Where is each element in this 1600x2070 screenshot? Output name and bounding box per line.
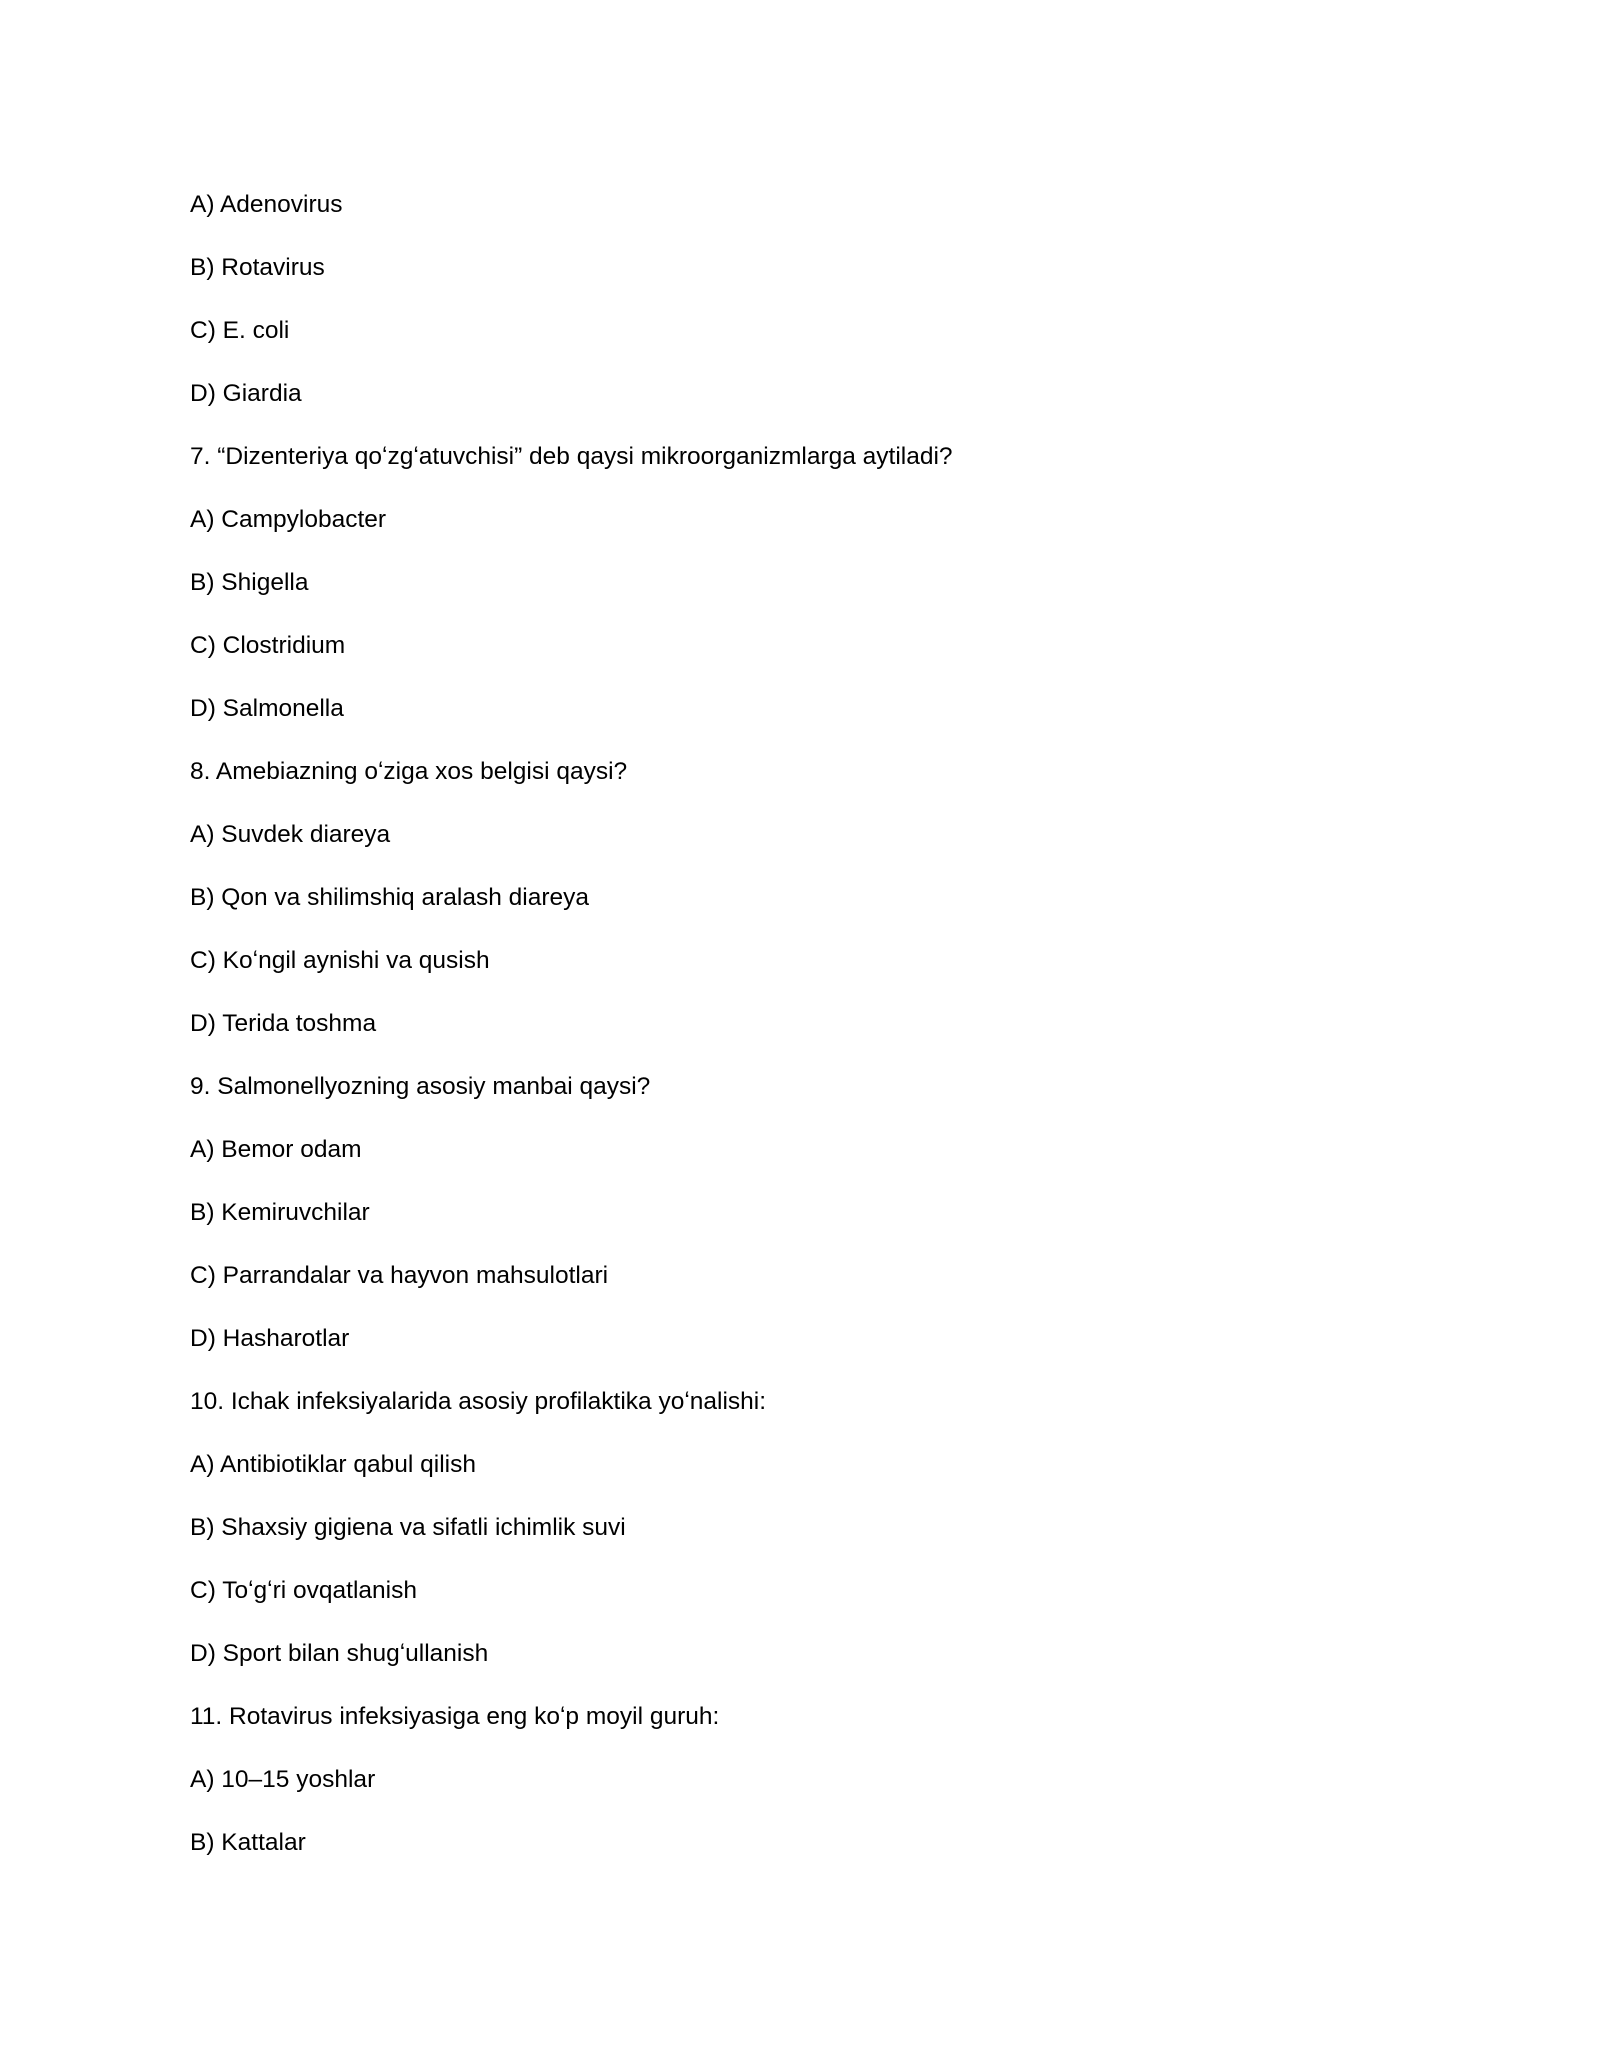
question-9: 9. Salmonellyozning asosiy manbai qaysi? [190,1073,651,1100]
option-terida-toshma: D) Terida toshma [190,1010,377,1037]
option-kemiruvchilar: B) Kemiruvchilar [190,1199,370,1226]
option-clostridium: C) Clostridium [190,632,346,659]
option-sport: D) Sport bilan shugʻullanish [190,1640,489,1667]
option-kattalar: B) Kattalar [190,1829,306,1856]
option-10-15-yoshlar: A) 10–15 yoshlar [190,1766,376,1793]
option-bemor-odam: A) Bemor odam [190,1136,362,1163]
question-8: 8. Amebiazning oʻziga xos belgisi qaysi? [190,758,628,785]
option-togri-ovqatlanish: C) Toʻgʻri ovqatlanish [190,1577,417,1604]
option-shaxsiy-gigiena: B) Shaxsiy gigiena va sifatli ichimlik suvi [190,1514,626,1541]
option-salmonella: D) Salmonella [190,695,344,722]
option-rotavirus: B) Rotavirus [190,254,325,281]
option-e-coli: C) E. coli [190,317,290,344]
option-kongil-aynishi: C) Koʻngil aynishi va qusish [190,947,490,974]
option-campylobacter: A) Campylobacter [190,506,387,533]
option-shigella: B) Shigella [190,569,309,596]
question-10: 10. Ichak infeksiyalarida asosiy profilaktika yoʻnalishi: [190,1388,767,1415]
question-11: 11. Rotavirus infeksiyasiga eng koʻp moyil guruh: [190,1703,720,1730]
option-adenovirus: A) Adenovirus [190,191,343,218]
option-hasharotlar: D) Hasharotlar [190,1325,350,1352]
option-qon-shilimshiq: B) Qon va shilimshiq aralash diareya [190,884,589,911]
option-antibiotiklar: A) Antibiotiklar qabul qilish [190,1451,476,1478]
question-7: 7. “Dizenteriya qoʻzgʻatuvchisi” deb qaysi mikroorganizmlarga aytiladi? [190,443,953,470]
question-list [190,183,1440,1884]
option-giardia: D) Giardia [190,380,302,407]
option-parrandalar: C) Parrandalar va hayvon mahsulotlari [190,1262,609,1289]
option-suvdek-diareya: A) Suvdek diareya [190,821,391,848]
